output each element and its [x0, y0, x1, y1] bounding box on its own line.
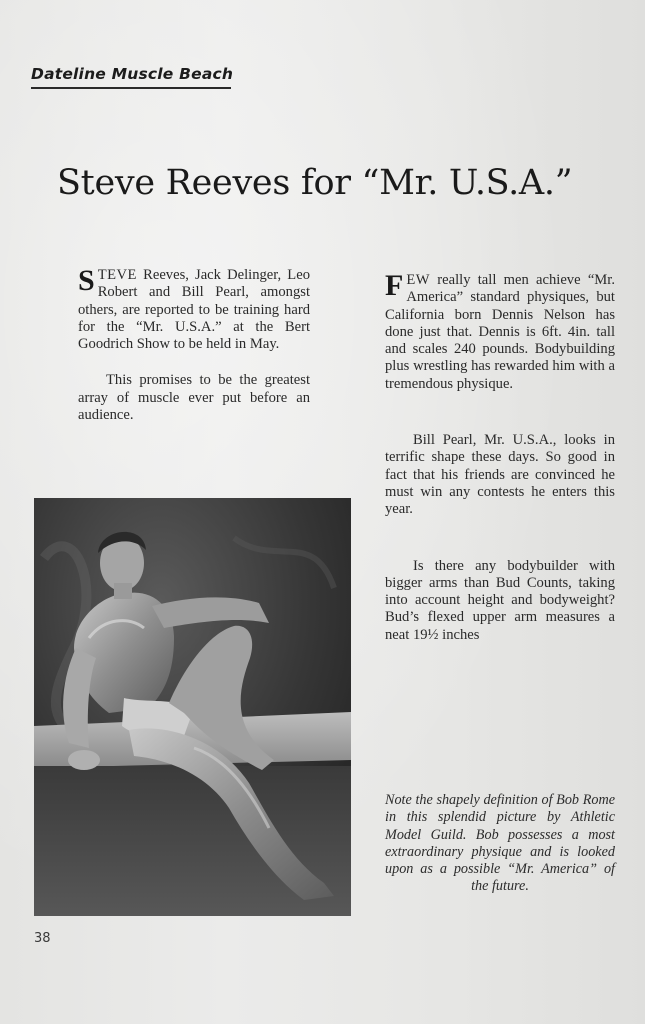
paragraph-bud-counts: Is there any bodybuilder with bigger arms than Bud Counts, taking into account height and bodyweight? Bud’s flexed upper arm measures a neat 19½ inches [385, 557, 615, 643]
page-number: 38 [34, 931, 51, 946]
article-title: Steve Reeves for “Mr. U.S.A.” [57, 163, 573, 203]
lead-in-caps: EW [406, 272, 431, 288]
paragraph-text: really tall men achieve “Mr. America” standard physiques, but California born Dennis Nelson has done just that. Dennis is 6ft. 4in. tall and scales 240 pounds. Bodybuilding plus wrestling has rewarded him with a tremendous physique. [385, 272, 615, 392]
photo-caption: Note the shapely definition of Bob Rome in this splendid picture by Athletic Model Guild. Bob possesses a most extraordinary physique and is looked upon as a possible “Mr. America” of the future. [385, 792, 615, 895]
photo-illustration [34, 498, 351, 916]
drop-cap: F [385, 269, 404, 302]
bodybuilder-photo [34, 498, 351, 916]
section-header: Dateline Muscle Beach [31, 65, 231, 89]
paragraph-intro [78, 264, 310, 353]
drop-cap: S [78, 264, 95, 297]
left-column [78, 264, 310, 424]
right-column [385, 269, 615, 644]
lead-in-caps: TEVE [97, 267, 137, 283]
paragraph-text: Reeves, Jack Delinger, Leo Robert and Bill Pearl, amongst others, are reported to be training hard for the “Mr. U.S.A.” at the Bert Goodrich Show to be held in May. [78, 267, 310, 353]
paragraph-array-of-muscle: This promises to be the greatest array of muscle ever put before an audience. [78, 372, 310, 424]
paragraph-dennis-nelson [385, 269, 615, 393]
paragraph-bill-pearl: Bill Pearl, Mr. U.S.A., looks in terrific shape these days. So good in fact that his friends are convinced he must win any contests he enters this year. [385, 432, 615, 518]
